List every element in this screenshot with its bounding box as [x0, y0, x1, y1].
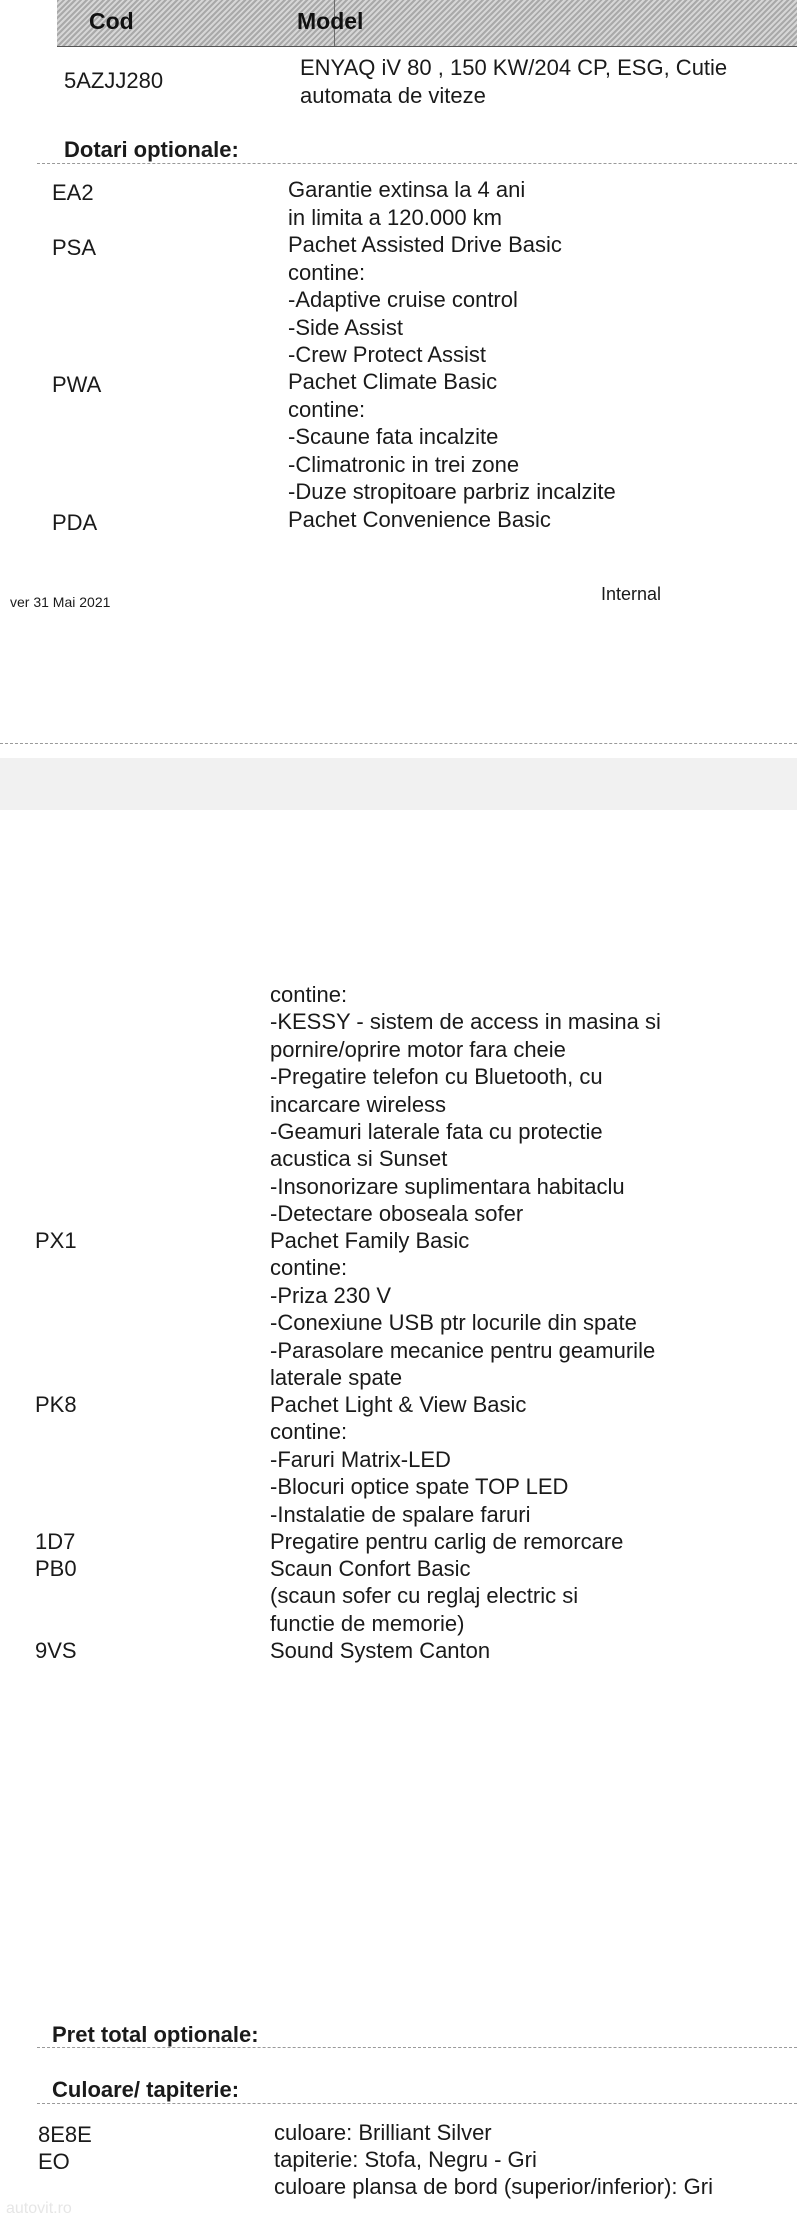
- option-line: -Insonorizare suplimentara habitaclu: [270, 1173, 625, 1199]
- color-code: 8E8E: [38, 2122, 92, 2147]
- option-description: [270, 1637, 490, 1664]
- option-line: Sound System Canton: [270, 1638, 491, 1663]
- section-rule: [37, 2047, 797, 2048]
- option-description: [288, 368, 616, 506]
- option-line: (scaun sofer cu reglaj electric si: [270, 1583, 579, 1609]
- option-line: Pachet Climate Basic: [288, 369, 498, 394]
- color-description: [274, 2146, 713, 2201]
- watermark: autovit.ro: [6, 2200, 72, 2217]
- option-line: -Faruri Matrix-LED: [270, 1446, 451, 1472]
- option-line: Pachet Light & View Basic: [270, 1392, 527, 1417]
- option-line: -Crew Protect Assist: [288, 342, 487, 367]
- color-description: [274, 2119, 492, 2146]
- option-code: PWA: [52, 372, 102, 397]
- option-line: Pregatire pentru carlig de remorcare: [270, 1529, 624, 1554]
- section-color-upholstery: Culoare/ tapiterie:: [52, 2077, 240, 2102]
- version-label: ver 31 Mai 2021: [10, 594, 111, 610]
- option-line: contine:: [270, 1255, 348, 1281]
- option-description: [270, 1391, 568, 1528]
- option-description: [270, 1227, 655, 1391]
- option-code: PB0: [35, 1556, 77, 1581]
- model-desc-line: automata de viteze: [300, 82, 486, 108]
- option-description: [270, 981, 661, 1228]
- model-desc-line: ENYAQ iV 80 , 150 KW/204 CP, ESG, Cutie: [300, 55, 728, 80]
- option-line: -Detectare oboseala sofer: [270, 1201, 524, 1227]
- option-line: Pachet Assisted Drive Basic: [288, 232, 562, 257]
- option-line: laterale spate: [270, 1365, 403, 1391]
- classification-label: Internal: [601, 584, 662, 604]
- option-line: incarcare wireless: [270, 1091, 447, 1117]
- option-line: Pachet Family Basic: [270, 1228, 470, 1253]
- option-line: -Side Assist: [288, 314, 403, 340]
- section-total-price: Pret total optionale:: [52, 2022, 259, 2047]
- option-line: pornire/oprire motor fara cheie: [270, 1036, 566, 1062]
- option-description: [270, 1555, 578, 1637]
- option-code: PK8: [35, 1392, 77, 1417]
- table-header: [57, 0, 797, 47]
- option-code: PDA: [52, 510, 98, 535]
- model-code: 5AZJJ280: [64, 68, 164, 93]
- option-line: -KESSY - sistem de access in masina si: [270, 1009, 661, 1035]
- option-code: 9VS: [35, 1638, 77, 1663]
- section-rule: [37, 163, 797, 164]
- option-line: -Geamuri laterale fata cu protectie: [270, 1119, 603, 1145]
- option-code: 1D7: [35, 1529, 76, 1554]
- color-line: culoare plansa de bord (superior/inferior): Gri: [274, 2174, 713, 2200]
- page-break: [0, 758, 797, 810]
- option-line: -Priza 230 V: [270, 1282, 392, 1308]
- page-end-rule: [0, 743, 797, 744]
- option-line: -Instalatie de spalare faruri: [270, 1501, 531, 1527]
- section-optional-equipment: Dotari optionale:: [64, 137, 239, 162]
- option-line: Garantie extinsa la 4 ani: [288, 177, 526, 202]
- col-header-code: Cod: [89, 8, 134, 34]
- col-header-model: Model: [297, 8, 364, 34]
- option-line: -Parasolare mecanice pentru geamurile: [270, 1337, 656, 1363]
- color-line: tapiterie: Stofa, Negru - Gri: [274, 2147, 537, 2172]
- option-line: acustica si Sunset: [270, 1146, 448, 1172]
- option-line: -Duze stropitoare parbriz incalzite: [288, 479, 616, 504]
- option-line: Pachet Convenience Basic: [288, 507, 551, 532]
- option-description: [288, 506, 551, 534]
- option-line: -Pregatire telefon cu Bluetooth, cu: [270, 1064, 603, 1090]
- option-line: contine:: [270, 1419, 348, 1445]
- option-description: [288, 231, 562, 369]
- option-description: [288, 176, 525, 231]
- option-line: -Blocuri optice spate TOP LED: [270, 1474, 569, 1500]
- option-line: contine:: [270, 982, 348, 1007]
- option-code: PSA: [52, 235, 97, 260]
- option-line: -Climatronic in trei zone: [288, 451, 520, 477]
- option-line: -Adaptive cruise control: [288, 287, 518, 312]
- option-line: -Scaune fata incalzite: [288, 424, 499, 449]
- option-line: contine:: [288, 396, 366, 422]
- option-description: [270, 1528, 623, 1555]
- option-code: PX1: [35, 1228, 77, 1253]
- option-line: functie de memorie): [270, 1610, 465, 1636]
- option-code: EA2: [52, 180, 94, 205]
- model-description: [300, 54, 727, 109]
- option-line: contine:: [288, 259, 366, 285]
- option-line: -Conexiune USB ptr locurile din spate: [270, 1310, 637, 1336]
- option-line: in limita a 120.000 km: [288, 204, 502, 230]
- color-code: EO: [38, 2149, 70, 2174]
- color-line: culoare: Brilliant Silver: [274, 2120, 492, 2145]
- option-line: Scaun Confort Basic: [270, 1556, 471, 1581]
- section-rule: [37, 2103, 797, 2104]
